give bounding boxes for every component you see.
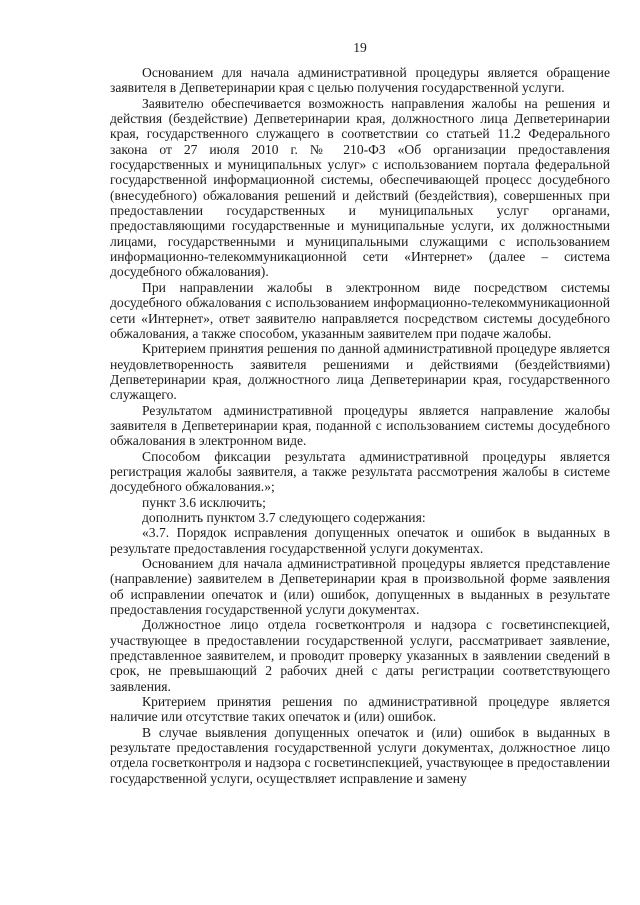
paragraph-add-clause-3-7: дополнить пунктом 3.7 следующего содержания: xyxy=(142,509,426,525)
paragraph-electronic-complaint: При направлении жалобы в электронном виде посредством системы досудебного обжалования с использованием информационно-телекоммуникационной сети «Интернет», ответ заявителю направляется посредством системы досудебного обжалования, а также способом, указанным заявителем при подаче жалобы. xyxy=(110,279,610,341)
paragraph-correction-action: В случае выявления допущенных опечаток и (или) ошибок в выданных в результате предоставления государственной услуги документах, должностное лицо отдела госветконтроля и надзора с госветинспекцией, участвующее в предоставлении государственной услуги, осуществляет исправление и замену xyxy=(110,724,610,786)
paragraph-clause-3-6-removal: пункт 3.6 исключить; xyxy=(142,494,266,510)
paragraph-procedure-result: Результатом административной процедуры является направление жалобы заявителя в Депветеринарии края, поданной с использованием системы досудебного обжалования в электронном виде. xyxy=(110,402,610,449)
document-page xyxy=(110,40,610,786)
paragraph-complaint-right: Заявителю обеспечивается возможность направления жалобы на решения и действия (бездействие) Депветеринарии края, должностного лица Депветеринарии края, государственного служащего в соответствии со статьей 11.2 Федерального закона от 27 июля 2010 г. № 210-ФЗ «Об организации предоставления государственных и муниципальных услуг» с использованием портала федеральной государственной информационной системы, обеспечивающей процесс досудебного (внесудебного) обжалования решений и действий (бездействия), совершенных при предоставлении государственных и муниципальных услуг органами, предоставляющими государственные и муниципальные услуги, их должностными лицами, государственными и муниципальными служащими с использованием информационно-телекоммуникационной сети «Интернет» (далее – система досудебного обжалования). xyxy=(110,95,610,280)
paragraph-result-fixation: Способом фиксации результата административной процедуры является регистрация жалобы заявителя, а также результата рассмотрения жалобы в системе досудебного обжалования.»; xyxy=(110,448,610,495)
paragraph-correction-criterion: Критерием принятия решения по административной процедуре является наличие или отсутствие таких опечаток и (или) ошибок. xyxy=(110,694,610,725)
paragraph-clause-3-7-title: «3.7. Порядок исправления допущенных опечаток и ошибок в выданных в результате предоставления государственной услуги документах. xyxy=(110,525,610,556)
page-number: 19 xyxy=(353,40,367,55)
paragraph-basis-appeal: Основанием для начала административной процедуры является обращение заявителя в Депветеринарии края с целью получения государственной услуги. xyxy=(110,65,610,96)
paragraph-official-review: Должностное лицо отдела госветконтроля и надзора с госветинспекцией, участвующее в предоставлении государственной услуги, рассматривает заявление, представленное заявителем, и проводит проверку указанных в заявлении сведений в срок, не превышающий 2 рабочих дней с даты регистрации соответствующего заявления. xyxy=(110,617,610,694)
paragraph-decision-criterion: Критерием принятия решения по данной административной процедуре является неудовлетворенность заявителя решениями и действиями (бездействиями) Депветеринарии края, должностного лица Депветеринарии края, государственного служащего. xyxy=(110,341,610,403)
paragraph-correction-basis: Основанием для начала административной процедуры является представление (направление) заявителем в Депветеринарии края в произвольной форме заявления об исправлении опечаток и (или) ошибок, допущенных в выданных в результате предоставления государственной услуги документах. xyxy=(110,556,610,618)
